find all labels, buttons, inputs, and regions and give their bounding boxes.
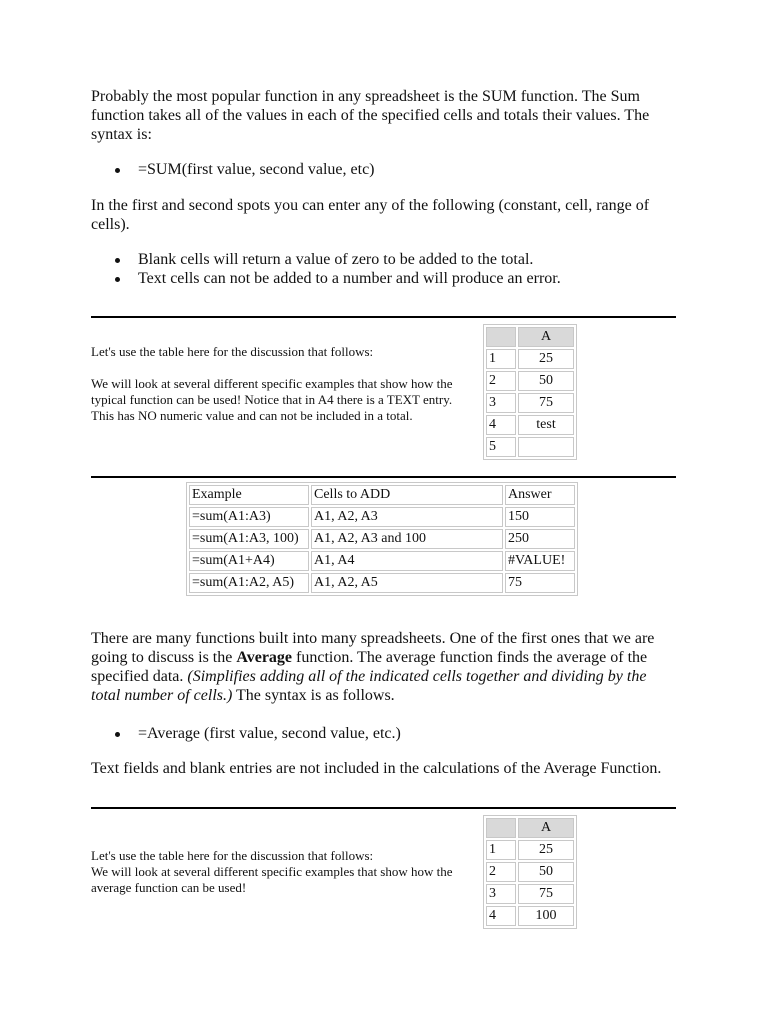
example-cells: A1, A2, A3 and 100 (311, 529, 503, 549)
example-formula: =sum(A1:A3, 100) (189, 529, 309, 549)
cell-a3: 75 (518, 884, 574, 904)
average-syntax-item: =Average (first value, second value, etc.) (91, 724, 671, 743)
sheet-row (486, 884, 574, 904)
cell-a4: test (518, 415, 574, 435)
sheet-row (486, 906, 574, 926)
sheet-row (486, 393, 574, 413)
sum-syntax-list (91, 160, 671, 179)
rules-list (91, 250, 671, 288)
row-number: 4 (486, 415, 516, 435)
sheet-header-row (486, 818, 574, 838)
cell-a2: 50 (518, 371, 574, 391)
avg-sheet-table (483, 815, 577, 929)
examples-header-row (189, 485, 575, 505)
example-formula: =sum(A1:A2, A5) (189, 573, 309, 593)
spots-paragraph: In the first and second spots you can enter any of the following (constant, cell, range of cells). (91, 197, 650, 233)
sheet-row (486, 862, 574, 882)
average-text-end: The syntax is as follows. (232, 687, 395, 704)
sum-intro-paragraph: Probably the most popular function in any spreadsheet is the SUM function. The Sum function takes all of the values in each of the specified cells and totals their values. The syntax is: (91, 88, 650, 143)
average-note-paragraph: Text fields and blank entries are not included in the calculations of the Average Function. (91, 760, 662, 777)
sum-examples-table (186, 482, 578, 596)
column-header-a: A (518, 818, 574, 838)
sheet-row (486, 437, 574, 457)
cell-a1: 25 (518, 349, 574, 369)
example-cells: A1, A2, A5 (311, 573, 503, 593)
sheet-row (486, 371, 574, 391)
avg-table-lead: Let's use the table here for the discussion that follows: (91, 848, 374, 863)
section-divider (91, 807, 676, 809)
header-cells-to-add: Cells to ADD (311, 485, 503, 505)
example-cells: A1, A4 (311, 551, 503, 571)
sheet-row (486, 349, 574, 369)
rule-item-blank: Blank cells will return a value of zero to be added to the total. (91, 250, 671, 269)
example-formula: =sum(A1:A3) (189, 507, 309, 527)
average-text-start: There are many functions built into many spreadsheets. One of the first ones that we are going to discuss is the (91, 630, 655, 666)
table-row (189, 551, 575, 571)
cell-a2: 50 (518, 862, 574, 882)
sheet-header-row (486, 327, 574, 347)
average-syntax-list (91, 724, 671, 743)
sheet-corner-cell (486, 818, 516, 838)
row-number: 5 (486, 437, 516, 457)
sum-table-description: We will look at several different specific examples that show how the typical function can be used! Notice that in A4 there is a TEXT entry. This has NO numeric value and can not be included in a total. (91, 376, 453, 423)
row-number: 2 (486, 371, 516, 391)
sum-sheet-table (483, 324, 577, 460)
row-number: 4 (486, 906, 516, 926)
header-example: Example (189, 485, 309, 505)
cell-a3: 75 (518, 393, 574, 413)
sheet-corner-cell (486, 327, 516, 347)
sheet-row (486, 840, 574, 860)
row-number: 3 (486, 884, 516, 904)
cell-a4: 100 (518, 906, 574, 926)
cell-a1: 25 (518, 840, 574, 860)
example-answer: 75 (505, 573, 575, 593)
avg-table-description: We will look at several different specific examples that show how the average function can be used! (91, 864, 453, 895)
row-number: 1 (486, 840, 516, 860)
column-header-a: A (518, 327, 574, 347)
cell-a5 (518, 437, 574, 457)
row-number: 2 (486, 862, 516, 882)
average-keyword: Average (236, 649, 293, 666)
example-formula: =sum(A1+A4) (189, 551, 309, 571)
average-text-italic: (Simplifies adding all of the indicated cells together and dividing by the total number of cells.) (91, 668, 647, 704)
table-row (189, 573, 575, 593)
row-number: 3 (486, 393, 516, 413)
average-text-mid: function. The average function finds the average of the specified data. (91, 649, 648, 685)
sum-table-lead: Let's use the table here for the discussion that follows: (91, 344, 374, 359)
header-answer: Answer (505, 485, 575, 505)
row-number: 1 (486, 349, 516, 369)
table-row (189, 507, 575, 527)
table-row (189, 529, 575, 549)
example-cells: A1, A2, A3 (311, 507, 503, 527)
example-answer: #VALUE! (505, 551, 575, 571)
average-intro-paragraph (91, 629, 671, 705)
section-divider (91, 476, 676, 478)
sum-syntax-item: =SUM(first value, second value, etc) (91, 160, 671, 179)
section-divider (91, 316, 676, 318)
example-answer: 250 (505, 529, 575, 549)
rule-item-text: Text cells can not be added to a number and will produce an error. (91, 269, 671, 288)
sheet-row (486, 415, 574, 435)
example-answer: 150 (505, 507, 575, 527)
